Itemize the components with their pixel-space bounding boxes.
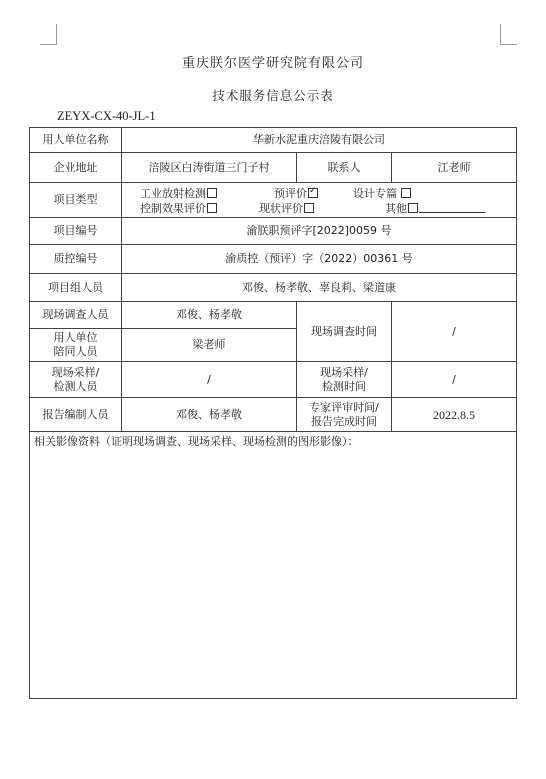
review-time-label: [297, 398, 392, 432]
escort-value: 梁老师: [122, 329, 297, 362]
address-label: 企业地址: [30, 153, 122, 183]
checkbox-pre-evaluation[interactable]: [308, 188, 318, 198]
sampling-staff-label-line2: 检测人员: [53, 379, 98, 393]
checkbox-other[interactable]: [408, 203, 418, 213]
crop-mark-top-right: [500, 24, 517, 45]
report-staff-label: 报告编制人员: [30, 398, 122, 432]
sampling-staff-value: /: [122, 362, 297, 398]
client-label: 用人单位名称: [30, 128, 122, 153]
team-value: 邓俊、杨孝敬、辜良莉、梁道康: [122, 274, 517, 302]
other-blank-line[interactable]: [419, 202, 485, 213]
info-form-table: [29, 127, 517, 699]
contact-label: 联系人: [297, 153, 392, 183]
document-title: 技术服务信息公示表: [212, 88, 334, 103]
option-status-evaluation[interactable]: 现状评价: [259, 202, 314, 216]
review-time-label-line2: 报告完成时间: [311, 414, 377, 428]
project-type-options: [122, 183, 517, 218]
survey-time-value: /: [392, 302, 517, 362]
company-name: 重庆朕尔医学研究院有限公司: [181, 56, 364, 71]
qc-no-label: 质控编号: [30, 245, 122, 274]
sampling-time-label: [297, 362, 392, 398]
escort-label-line1: 用人单位: [53, 331, 98, 344]
project-no-value: 渝朕职预评字[2022]0059 号: [122, 218, 517, 245]
checkbox-design-chapter[interactable]: [401, 188, 411, 198]
survey-staff-value: 邓俊、杨孝敬: [122, 302, 297, 329]
escort-label-line2: 陪同人员: [53, 345, 98, 358]
project-type-label: 项目类型: [30, 183, 122, 218]
option-pre-evaluation[interactable]: 预评价✓: [274, 187, 318, 201]
checkbox-industrial-radiation[interactable]: [207, 188, 217, 198]
survey-time-label: 现场调查时间: [297, 302, 392, 362]
crop-mark-top-left: [40, 24, 57, 45]
client-value: 华新水泥重庆涪陵有限公司: [122, 128, 517, 153]
sampling-time-label-line1: 现场采样/: [320, 365, 368, 379]
checkbox-control-effect[interactable]: [207, 203, 217, 213]
option-design-chapter[interactable]: 设计专篇: [353, 187, 411, 201]
project-no-label: 项目编号: [30, 218, 122, 245]
document-code: ZEYX-CX-40-JL-1: [57, 109, 156, 123]
review-time-value: 2022.8.5: [392, 398, 517, 432]
qc-no-value: 渝质控（预评）字（2022）00361 号: [122, 245, 517, 274]
report-staff-value: 邓俊、杨孝敬: [122, 398, 297, 432]
address-value: 涪陵区白涛街道三门子村: [122, 153, 297, 183]
photo-evidence-area: [30, 432, 517, 699]
photos-label: 相关影像资料（证明现场调查、现场采样、现场检测的图形影像）：: [34, 435, 359, 448]
sampling-time-label-line2: 检测时间: [322, 379, 366, 393]
contact-value: 江老师: [392, 153, 517, 183]
option-control-effect[interactable]: 控制效果评价: [140, 202, 217, 216]
option-other[interactable]: 其他: [385, 202, 485, 216]
escort-label: [30, 329, 122, 362]
option-industrial-radiation[interactable]: 工业放射检测: [140, 187, 217, 201]
sampling-staff-label: [30, 362, 122, 398]
review-time-label-line1: 专家评审时间/: [309, 400, 379, 414]
sampling-staff-label-line1: 现场采样/: [51, 365, 100, 379]
survey-staff-label: 现场调查人员: [30, 302, 122, 329]
sampling-time-value: /: [392, 362, 517, 398]
checkbox-status-evaluation[interactable]: [304, 203, 314, 213]
team-label: 项目组人员: [30, 274, 122, 302]
